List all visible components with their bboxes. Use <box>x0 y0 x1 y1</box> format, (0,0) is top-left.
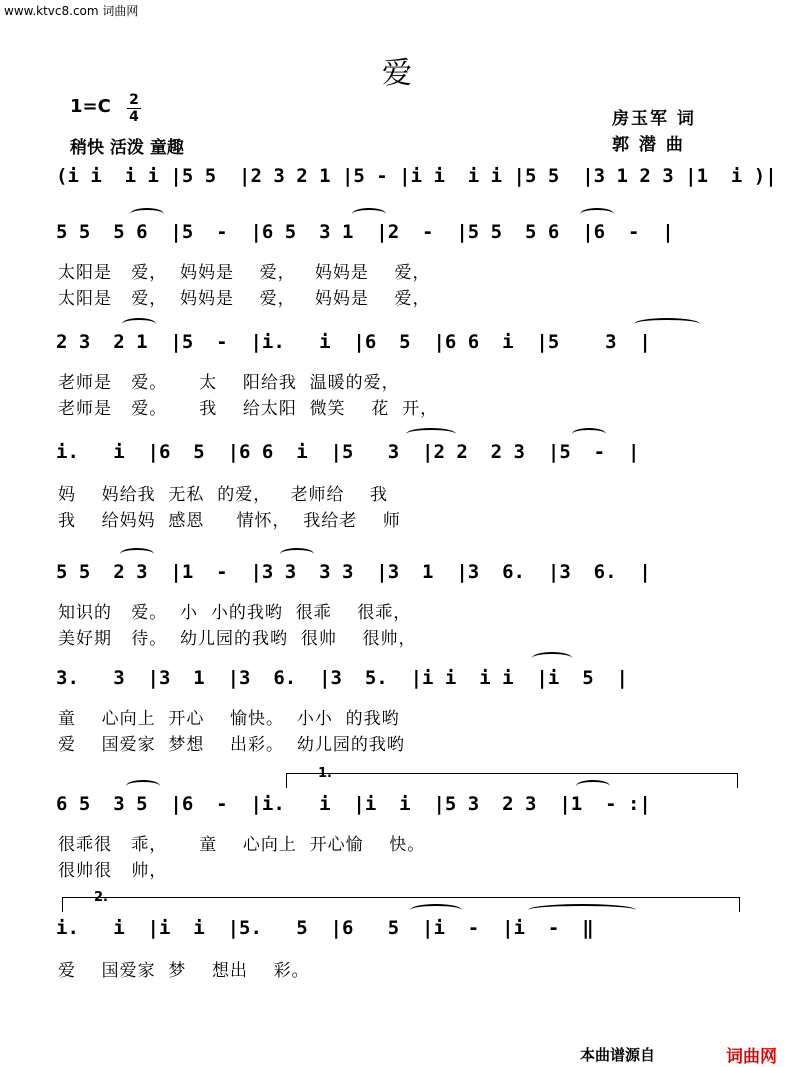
slur-arc <box>576 780 610 792</box>
slur-arc <box>410 904 462 916</box>
lyricist-credit: 房玉军 词 <box>612 109 696 129</box>
slur-arc <box>572 428 606 440</box>
slur-arc <box>120 548 154 560</box>
slur-arc <box>580 208 614 220</box>
slur-arc <box>130 208 164 220</box>
lyric-row-6b: 很帅很 帅， <box>58 861 168 881</box>
lyric-row-1a: 太阳是 爱， 妈妈是 爱， 妈妈是 爱， <box>58 263 431 283</box>
notation-row-7: i. i |i i |5. 5 |6 5 |i - |i - ‖ <box>56 917 594 939</box>
slur-arc <box>126 780 160 792</box>
notation-row-2: 2 3 2 1 |5 - |i. i |6 5 |6 6 i |5 3 | <box>56 331 651 353</box>
slur-arc <box>352 208 386 220</box>
site-watermark: www.ktvc8.com 词曲网 <box>4 4 139 18</box>
song-title: 爱 <box>382 56 412 91</box>
lyric-row-6a: 很乖很 乖， 童 心向上 开心愉 快。 <box>58 835 426 855</box>
time-bottom: 4 <box>129 109 139 125</box>
source-label: 本曲谱源自 <box>580 1046 656 1064</box>
lyric-row-2a: 老师是 爱。 太 阳给我 温暖的爱， <box>58 373 400 393</box>
lyric-row-7a: 爱 国爱家 梦 想出 彩。 <box>58 961 310 981</box>
composer-credit: 郭 潜 曲 <box>612 135 685 155</box>
slur-arc <box>122 318 156 330</box>
volta-number-1: 1. <box>318 766 332 781</box>
slur-arc <box>280 548 314 560</box>
notation-row-intro: (i i i i |5 5 |2 3 2 1 |5 - |i i i i |5 5 |3 1 2 3 |1 i )| <box>56 165 777 187</box>
notation-row-4: 5 5 2 3 |1 - |3 3 3 3 |3 1 |3 6. |3 6. | <box>56 561 651 583</box>
lyric-row-1b: 太阳是 爱， 妈妈是 爱， 妈妈是 爱， <box>58 289 431 309</box>
key-signature: 1=C <box>70 96 111 117</box>
slur-arc <box>406 428 456 440</box>
notation-row-5: 3. 3 |3 1 |3 6. |3 5. |i i i i |i 5 | <box>56 667 628 689</box>
lyric-row-4a: 知识的 爱。 小 小的我哟 很乖 很乖， <box>58 603 412 623</box>
slur-arc <box>634 318 700 330</box>
tempo-marking: 稍快 活泼 童趣 <box>70 138 184 158</box>
slur-arc <box>528 904 636 916</box>
slur-arc <box>532 652 572 664</box>
notation-row-3: i. i |6 5 |6 6 i |5 3 |2 2 2 3 |5 - | <box>56 441 640 463</box>
volta-number-2: 2. <box>94 890 108 905</box>
time-top: 2 <box>129 92 139 108</box>
notation-row-6: 6 5 3 5 |6 - |i. i |i i |5 3 2 3 |1 - :| <box>56 793 651 815</box>
notation-row-1: 5 5 5 6 |5 - |6 5 3 1 |2 - |5 5 5 6 |6 - | <box>56 221 674 243</box>
lyric-row-5b: 爱 国爱家 梦想 出彩。 幼儿园的我哟 <box>58 735 405 755</box>
lyric-row-3b: 我 给妈妈 感恩 情怀， 我给老 师 <box>58 511 401 531</box>
lyric-row-5a: 童 心向上 开心 愉快。 小小 的我哟 <box>58 709 400 729</box>
source-brand-logo[interactable]: 词曲网 <box>726 1047 777 1067</box>
lyric-row-4b: 美好期 待。 幼儿园的我哟 很帅 很帅， <box>58 629 417 649</box>
lyric-row-3a: 妈 妈给我 无私 的爱， 老师给 我 <box>58 485 389 505</box>
time-signature <box>127 92 141 125</box>
lyric-row-2b: 老师是 爱。 我 给太阳 微笑 花 开， <box>58 399 439 419</box>
